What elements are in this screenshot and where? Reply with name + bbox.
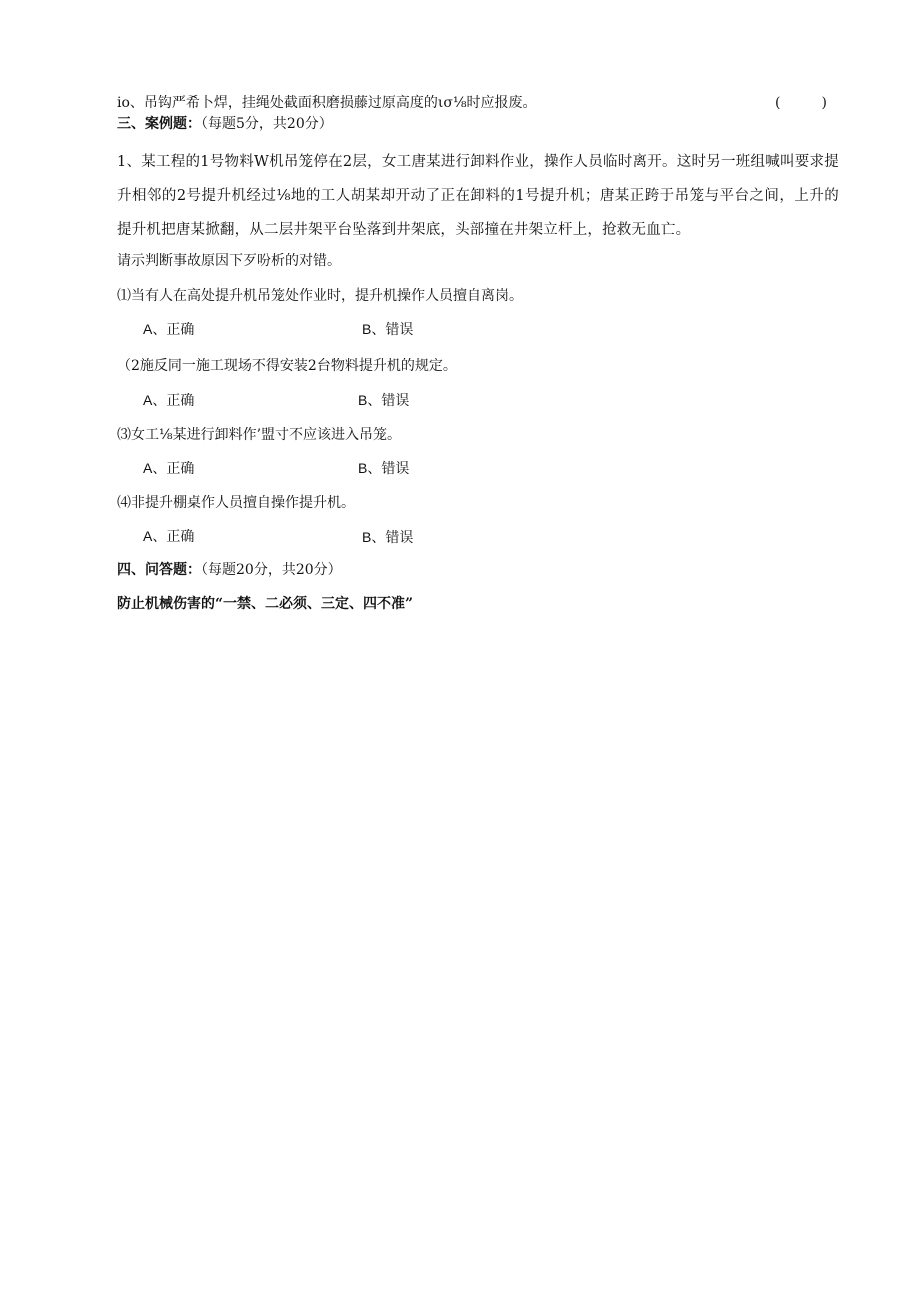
statement-3: ⑶女工⅛某进行卸料作’盟寸不应该进入吊笼。: [117, 427, 402, 443]
case-1-instruction: 请示判断事故原因下歹吩析的对错。: [117, 253, 341, 269]
section-3-score-note: （每题5分，共20分）: [201, 116, 333, 132]
statement-2-option-a: A、正确: [143, 392, 195, 408]
section-4-score-note: （每题20分，共20分）: [201, 562, 342, 578]
section-3-heading: [117, 114, 333, 134]
statement-4-option-a: A、正确: [143, 528, 195, 544]
statement-1: ⑴当有人在高处提升机吊笼处作业时，提升机操作人员擅自离岗。: [117, 288, 523, 304]
answer-blank-parentheses: [775, 93, 835, 113]
statement-4-option-b: B、错误: [362, 529, 414, 545]
statement-4: ⑷非提升棚桌作人员擅自操作提升机。: [117, 495, 355, 511]
question-10-text: io、吊钩严希卜焊，挂绳处截面积磨损藤过原高度的ισ⅛时应报废。: [117, 95, 537, 111]
section-4-question: 防止机械伤害的“一禁、二必须、三定、四不准”: [117, 596, 414, 612]
statement-3-option-b: B、错误: [358, 460, 410, 476]
paren-open: (: [775, 95, 781, 111]
statement-2-option-b: B、错误: [358, 392, 410, 408]
section-4-title: 四、问答题：: [117, 562, 201, 578]
statement-1-option-a: A、正确: [143, 321, 195, 337]
section-3-title: 三、案例题：: [117, 116, 201, 132]
section-4-heading: [117, 560, 342, 580]
statement-3-option-a: A、正确: [143, 460, 195, 476]
statement-2: （2施反同一施工现场不得安装2台物料提升机的规定。: [117, 358, 457, 374]
paren-close: ): [821, 95, 827, 111]
statement-1-option-b: B、错误: [362, 321, 414, 337]
case-1-paragraph: 1、某工程的1号物料W机吊笼停在2层，女工唐某进行卸料作业，操作人员临时离开。这时另一班组喊叫要求提升相邻的2号提升机经过⅛地的工人胡某却开动了正在卸料的1号提升机；唐某正跨于吊笼与平台之间，上升的提升机把唐某掀翻，从二层井架平台坠落到井架底，头部撞在井架立杆上，抢救无血亡。: [117, 154, 839, 238]
